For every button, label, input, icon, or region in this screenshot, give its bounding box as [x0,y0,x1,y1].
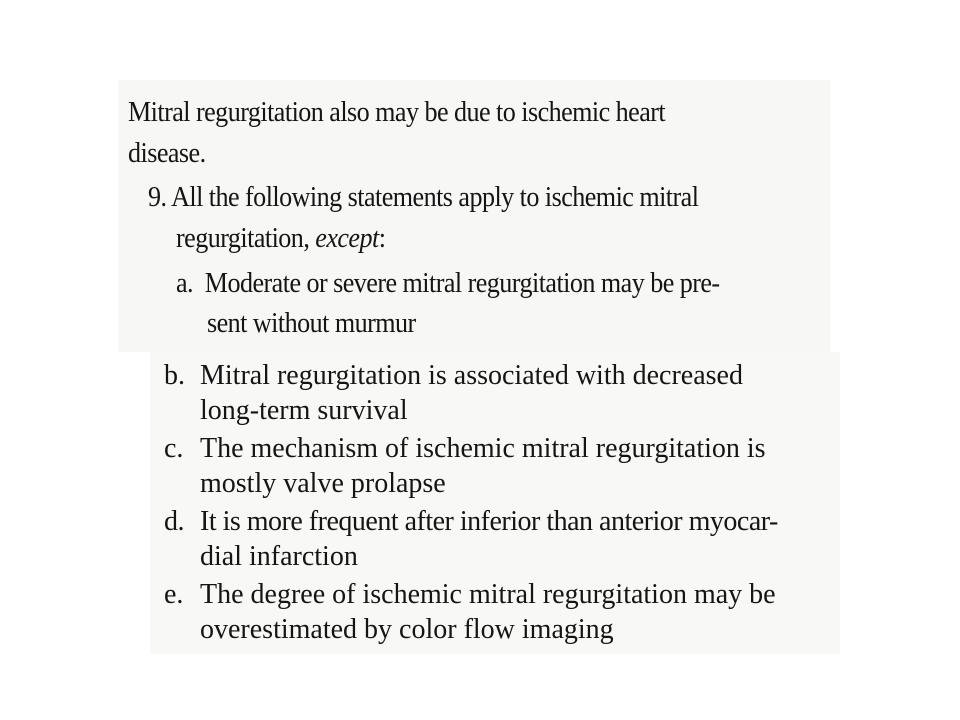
option-c-line-1 [164,435,766,463]
option-d-text: It is more frequent after inferior than anterior myocar- [200,506,778,537]
option-b-text: Mitral regurgitation is associated with decreased [200,360,743,391]
question-stem-line-1 [148,183,698,212]
intro-line-2: disease. [128,137,206,169]
option-a-line-2: sent without murmur [207,307,416,339]
question-stem-prefix: regurgitation, [176,222,316,254]
option-d-letter: d. [164,506,184,537]
option-e-letter: e. [164,579,184,610]
option-c-line-2: mostly valve prolapse [200,468,446,499]
option-a-letter: a. [176,267,194,299]
intro-line-1: Mitral regurgitation also may be due to ischemic heart [128,96,666,128]
option-b-line-1 [164,362,743,390]
option-b-letter: b. [164,360,185,391]
option-c-letter: c. [164,433,184,464]
option-e-line-2: overestimated by color flow imaging [200,614,614,645]
option-a-text: Moderate or severe mitral regurgitation may be pre- [204,267,720,299]
option-d-line-1 [164,508,778,536]
question-stem-emphasis: except [315,222,379,254]
option-e-text: The degree of ischemic mitral regurgitation may be [200,579,776,610]
question-stem-suffix: : [378,222,386,254]
option-c-text: The mechanism of ischemic mitral regurgitation is [200,433,766,464]
question-number: 9. [148,181,167,213]
question-stem-text: All the following statements apply to ischemic mitral [171,181,699,213]
question-stem-line-2 [176,224,385,253]
option-a-line-1 [176,269,720,298]
option-e-line-1 [164,581,776,609]
option-d-line-2: dial infarction [200,541,358,572]
option-b-line-2: long-term survival [200,395,408,426]
